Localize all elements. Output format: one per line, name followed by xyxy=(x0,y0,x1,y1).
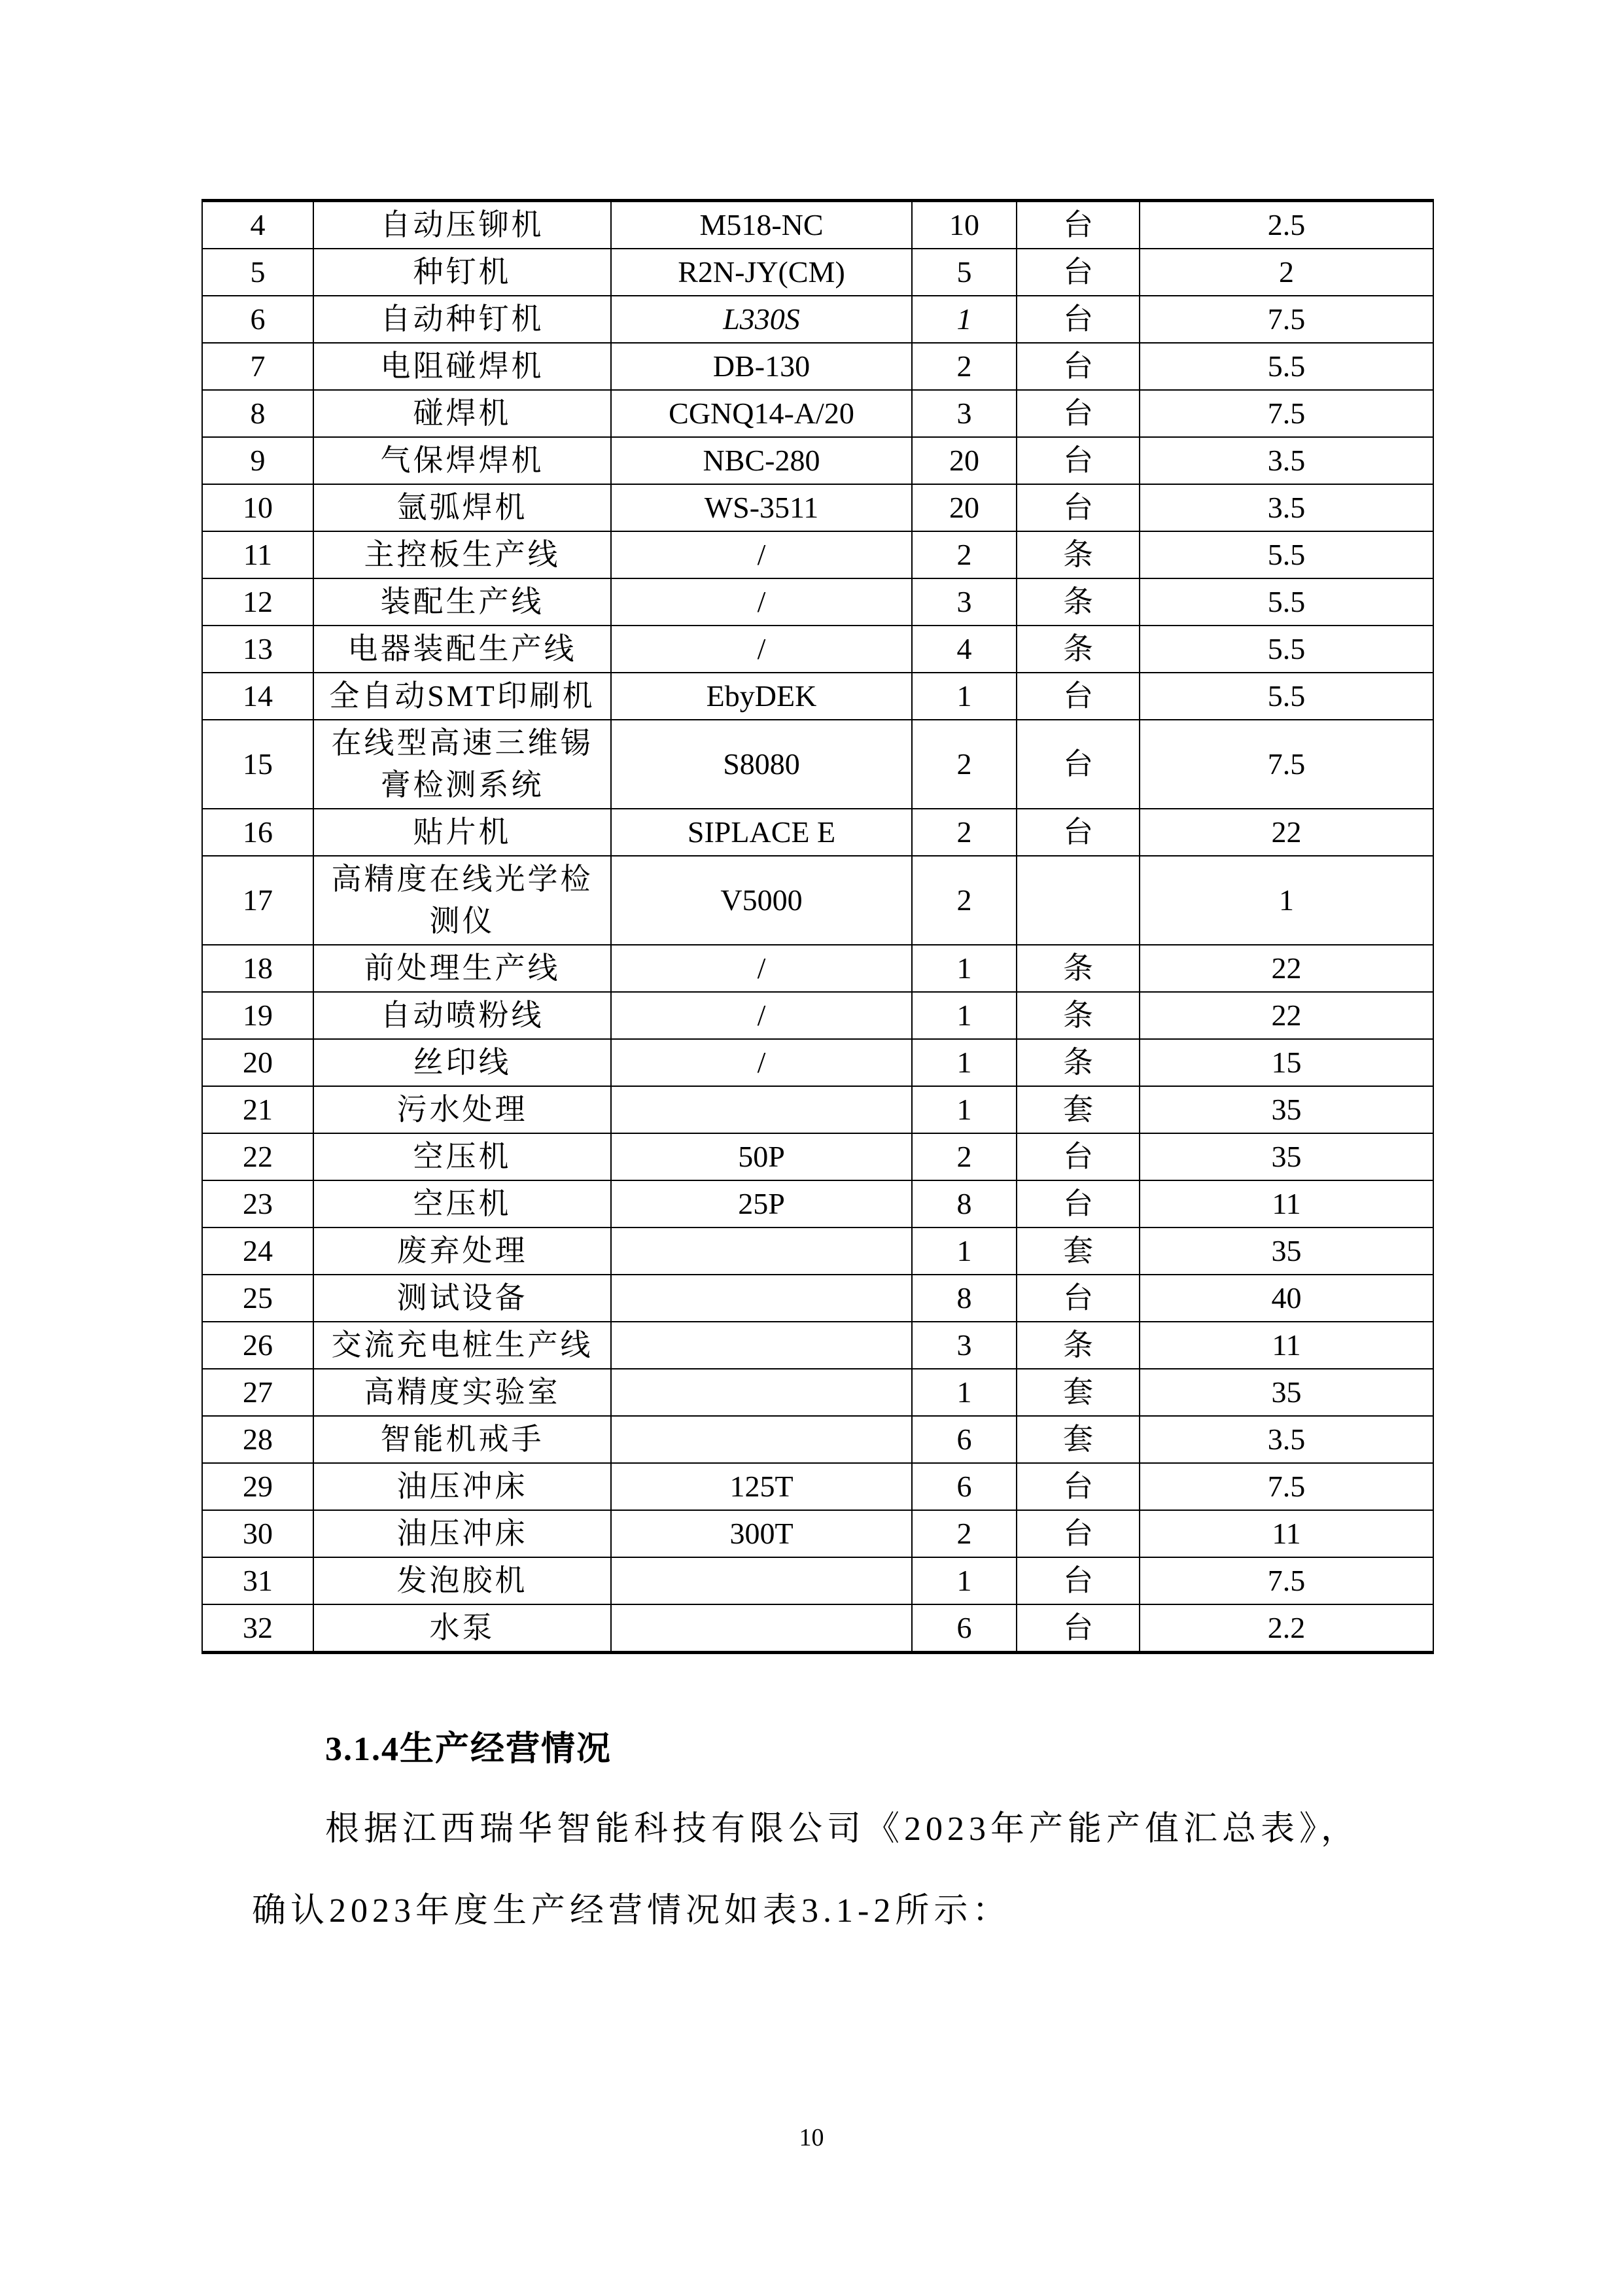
model-cell: DB-130 xyxy=(611,343,912,390)
row-number-cell: 4 xyxy=(202,201,313,249)
paragraph-line-2: 确认2023年度生产经营情况如表3.1-2所示： xyxy=(252,1892,1011,1930)
quantity-cell: 1 xyxy=(912,296,1017,343)
table-row xyxy=(202,296,1433,343)
page-number: 10 xyxy=(799,2124,824,2151)
power-cell: 5.5 xyxy=(1140,578,1433,626)
unit-cell: 台 xyxy=(1017,1180,1140,1227)
power-cell: 22 xyxy=(1140,992,1433,1039)
model-cell: L330S xyxy=(611,296,912,343)
row-number-cell: 14 xyxy=(202,673,313,720)
row-number-cell: 29 xyxy=(202,1463,313,1510)
power-cell: 7.5 xyxy=(1140,720,1433,809)
equipment-name-cell: 水泵 xyxy=(313,1604,611,1653)
unit-cell: 台 xyxy=(1017,201,1140,249)
row-number-cell: 19 xyxy=(202,992,313,1039)
model-cell: EbyDEK xyxy=(611,673,912,720)
model-cell: 50P xyxy=(611,1133,912,1180)
power-cell: 5.5 xyxy=(1140,343,1433,390)
power-cell: 2.2 xyxy=(1140,1604,1433,1653)
row-number-cell: 15 xyxy=(202,720,313,809)
power-cell: 40 xyxy=(1140,1275,1433,1322)
table-row xyxy=(202,437,1433,484)
power-cell: 35 xyxy=(1140,1227,1433,1275)
equipment-name-cell xyxy=(313,720,611,809)
equipment-name-cell: 自动压铆机 xyxy=(313,201,611,249)
table-row xyxy=(202,1275,1433,1322)
unit-cell: 台 xyxy=(1017,673,1140,720)
quantity-cell: 1 xyxy=(912,1086,1017,1133)
equipment-name-cell: 碰焊机 xyxy=(313,390,611,437)
equipment-name-cell: 气保焊焊机 xyxy=(313,437,611,484)
equipment-name-cell: 前处理生产线 xyxy=(313,945,611,992)
table-row xyxy=(202,1086,1433,1133)
table-row xyxy=(202,1463,1433,1510)
power-cell: 35 xyxy=(1140,1133,1433,1180)
model-cell: CGNQ14-A/20 xyxy=(611,390,912,437)
unit-cell: 套 xyxy=(1017,1416,1140,1463)
unit-cell: 台 xyxy=(1017,1275,1140,1322)
equipment-name-cell: 污水处理 xyxy=(313,1086,611,1133)
equipment-name-cell: 装配生产线 xyxy=(313,578,611,626)
equipment-name-cell: 自动种钉机 xyxy=(313,296,611,343)
unit-cell: 套 xyxy=(1017,1227,1140,1275)
power-cell: 2.5 xyxy=(1140,201,1433,249)
unit-cell: 条 xyxy=(1017,626,1140,673)
row-number-cell: 6 xyxy=(202,296,313,343)
model-cell xyxy=(611,1275,912,1322)
table-row xyxy=(202,531,1433,578)
row-number-cell: 27 xyxy=(202,1369,313,1416)
equipment-name-line-2: 测仪 xyxy=(429,904,495,938)
table-row xyxy=(202,945,1433,992)
equipment-name-cell: 高精度实验室 xyxy=(313,1369,611,1416)
row-number-cell: 20 xyxy=(202,1039,313,1086)
table-row xyxy=(202,1227,1433,1275)
table-row xyxy=(202,249,1433,296)
equipment-name-cell: 氩弧焊机 xyxy=(313,484,611,531)
row-number-cell: 24 xyxy=(202,1227,313,1275)
model-cell: / xyxy=(611,531,912,578)
model-cell xyxy=(611,1604,912,1653)
quantity-cell: 1 xyxy=(912,1557,1017,1604)
quantity-cell: 2 xyxy=(912,1510,1017,1557)
unit-cell: 台 xyxy=(1017,720,1140,809)
row-number-cell: 21 xyxy=(202,1086,313,1133)
quantity-cell: 1 xyxy=(912,992,1017,1039)
unit-cell: 台 xyxy=(1017,484,1140,531)
table-row xyxy=(202,809,1433,856)
power-cell: 7.5 xyxy=(1140,1557,1433,1604)
quantity-cell: 1 xyxy=(912,673,1017,720)
unit-cell: 台 xyxy=(1017,1510,1140,1557)
table-row xyxy=(202,1604,1433,1653)
unit-cell: 套 xyxy=(1017,1086,1140,1133)
quantity-cell: 2 xyxy=(912,856,1017,945)
table-row xyxy=(202,856,1433,945)
table-row xyxy=(202,1180,1433,1227)
table-row xyxy=(202,1416,1433,1463)
unit-cell: 台 xyxy=(1017,249,1140,296)
unit-cell: 台 xyxy=(1017,343,1140,390)
unit-cell: 条 xyxy=(1017,945,1140,992)
unit-cell: 台 xyxy=(1017,296,1140,343)
power-cell: 5.5 xyxy=(1140,626,1433,673)
model-cell: / xyxy=(611,578,912,626)
row-number-cell: 32 xyxy=(202,1604,313,1653)
row-number-cell: 26 xyxy=(202,1322,313,1369)
model-cell: / xyxy=(611,992,912,1039)
quantity-cell: 1 xyxy=(912,945,1017,992)
power-cell: 7.5 xyxy=(1140,296,1433,343)
model-cell: SIPLACE E xyxy=(611,809,912,856)
quantity-cell: 1 xyxy=(912,1039,1017,1086)
model-cell xyxy=(611,1557,912,1604)
row-number-cell: 25 xyxy=(202,1275,313,1322)
power-cell: 3.5 xyxy=(1140,484,1433,531)
table-row xyxy=(202,720,1433,809)
equipment-name-cell: 废弃处理 xyxy=(313,1227,611,1275)
quantity-cell: 20 xyxy=(912,484,1017,531)
quantity-cell: 6 xyxy=(912,1416,1017,1463)
row-number-cell: 23 xyxy=(202,1180,313,1227)
quantity-cell: 2 xyxy=(912,343,1017,390)
row-number-cell: 9 xyxy=(202,437,313,484)
section-heading: 3.1.4生产经营情况 xyxy=(325,1731,612,1768)
quantity-cell: 3 xyxy=(912,578,1017,626)
unit-cell: 条 xyxy=(1017,1322,1140,1369)
unit-cell: 套 xyxy=(1017,1369,1140,1416)
power-cell: 7.5 xyxy=(1140,1463,1433,1510)
table-row xyxy=(202,1510,1433,1557)
row-number-cell: 13 xyxy=(202,626,313,673)
equipment-name-cell: 自动喷粉线 xyxy=(313,992,611,1039)
table-row xyxy=(202,201,1433,249)
equipment-name-cell: 空压机 xyxy=(313,1180,611,1227)
equipment-name-cell: 贴片机 xyxy=(313,809,611,856)
quantity-cell: 1 xyxy=(912,1369,1017,1416)
power-cell: 7.5 xyxy=(1140,390,1433,437)
unit-cell: 台 xyxy=(1017,437,1140,484)
unit-cell: 台 xyxy=(1017,1463,1140,1510)
quantity-cell: 6 xyxy=(912,1604,1017,1653)
power-cell: 22 xyxy=(1140,809,1433,856)
unit-cell: 台 xyxy=(1017,1133,1140,1180)
quantity-cell: 2 xyxy=(912,1133,1017,1180)
unit-cell xyxy=(1017,856,1140,945)
equipment-name-cell: 丝印线 xyxy=(313,1039,611,1086)
quantity-cell: 2 xyxy=(912,809,1017,856)
unit-cell: 条 xyxy=(1017,578,1140,626)
model-cell: WS-3511 xyxy=(611,484,912,531)
power-cell: 1 xyxy=(1140,856,1433,945)
model-cell xyxy=(611,1322,912,1369)
model-cell: S8080 xyxy=(611,720,912,809)
model-cell xyxy=(611,1369,912,1416)
equipment-name-cell: 测试设备 xyxy=(313,1275,611,1322)
equipment-name-cell: 油压冲床 xyxy=(313,1510,611,1557)
equipment-name-line-1: 高精度在线光学检 xyxy=(331,862,593,896)
power-cell: 5.5 xyxy=(1140,531,1433,578)
row-number-cell: 31 xyxy=(202,1557,313,1604)
equipment-name-cell: 智能机戒手 xyxy=(313,1416,611,1463)
power-cell: 5.5 xyxy=(1140,673,1433,720)
model-cell: M518-NC xyxy=(611,201,912,249)
power-cell: 3.5 xyxy=(1140,1416,1433,1463)
quantity-cell: 3 xyxy=(912,1322,1017,1369)
table-row xyxy=(202,1369,1433,1416)
equipment-name-line-1: 在线型高速三维锡 xyxy=(331,726,593,760)
model-cell: 300T xyxy=(611,1510,912,1557)
table-row xyxy=(202,1322,1433,1369)
equipment-name-cell: 电阻碰焊机 xyxy=(313,343,611,390)
quantity-cell: 3 xyxy=(912,390,1017,437)
quantity-cell: 20 xyxy=(912,437,1017,484)
quantity-cell: 8 xyxy=(912,1180,1017,1227)
equipment-name-line-2: 膏检测系统 xyxy=(380,768,544,802)
quantity-cell: 1 xyxy=(912,1227,1017,1275)
quantity-cell: 8 xyxy=(912,1275,1017,1322)
table-row xyxy=(202,673,1433,720)
row-number-cell: 18 xyxy=(202,945,313,992)
power-cell: 11 xyxy=(1140,1322,1433,1369)
unit-cell: 条 xyxy=(1017,531,1140,578)
quantity-cell: 4 xyxy=(912,626,1017,673)
equipment-table xyxy=(201,199,1434,1654)
table-row xyxy=(202,992,1433,1039)
row-number-cell: 5 xyxy=(202,249,313,296)
model-cell xyxy=(611,1227,912,1275)
quantity-cell: 10 xyxy=(912,201,1017,249)
row-number-cell: 11 xyxy=(202,531,313,578)
row-number-cell: 28 xyxy=(202,1416,313,1463)
quantity-cell: 6 xyxy=(912,1463,1017,1510)
model-cell xyxy=(611,1086,912,1133)
table-row xyxy=(202,1557,1433,1604)
equipment-name-cell: 全自动SMT印刷机 xyxy=(313,673,611,720)
unit-cell: 台 xyxy=(1017,809,1140,856)
model-cell xyxy=(611,1416,912,1463)
model-cell: 25P xyxy=(611,1180,912,1227)
paragraph-line-1: 根据江西瑞华智能科技有限公司《2023年产能产值汇总表》， xyxy=(325,1810,1360,1848)
row-number-cell: 10 xyxy=(202,484,313,531)
unit-cell: 台 xyxy=(1017,1557,1140,1604)
model-cell: 125T xyxy=(611,1463,912,1510)
row-number-cell: 30 xyxy=(202,1510,313,1557)
power-cell: 35 xyxy=(1140,1369,1433,1416)
power-cell: 3.5 xyxy=(1140,437,1433,484)
row-number-cell: 12 xyxy=(202,578,313,626)
table-row xyxy=(202,626,1433,673)
power-cell: 22 xyxy=(1140,945,1433,992)
power-cell: 35 xyxy=(1140,1086,1433,1133)
unit-cell: 条 xyxy=(1017,1039,1140,1086)
model-cell: NBC-280 xyxy=(611,437,912,484)
model-cell: V5000 xyxy=(611,856,912,945)
equipment-name-cell: 发泡胶机 xyxy=(313,1557,611,1604)
row-number-cell: 22 xyxy=(202,1133,313,1180)
power-cell: 2 xyxy=(1140,249,1433,296)
unit-cell: 条 xyxy=(1017,992,1140,1039)
unit-cell: 台 xyxy=(1017,1604,1140,1653)
unit-cell: 台 xyxy=(1017,390,1140,437)
table-row xyxy=(202,1039,1433,1086)
table-row xyxy=(202,343,1433,390)
equipment-name-cell: 电器装配生产线 xyxy=(313,626,611,673)
row-number-cell: 8 xyxy=(202,390,313,437)
model-cell: / xyxy=(611,1039,912,1086)
equipment-name-cell: 主控板生产线 xyxy=(313,531,611,578)
model-cell: R2N-JY(CM) xyxy=(611,249,912,296)
table-row xyxy=(202,484,1433,531)
table-row xyxy=(202,390,1433,437)
equipment-name-cell xyxy=(313,856,611,945)
row-number-cell: 16 xyxy=(202,809,313,856)
quantity-cell: 2 xyxy=(912,531,1017,578)
power-cell: 11 xyxy=(1140,1510,1433,1557)
equipment-table-body xyxy=(202,201,1433,1653)
equipment-name-cell: 空压机 xyxy=(313,1133,611,1180)
quantity-cell: 2 xyxy=(912,720,1017,809)
table-row xyxy=(202,1133,1433,1180)
power-cell: 11 xyxy=(1140,1180,1433,1227)
row-number-cell: 7 xyxy=(202,343,313,390)
row-number-cell: 17 xyxy=(202,856,313,945)
equipment-name-cell: 油压冲床 xyxy=(313,1463,611,1510)
model-cell: / xyxy=(611,945,912,992)
equipment-name-cell: 种钉机 xyxy=(313,249,611,296)
table-row xyxy=(202,578,1433,626)
equipment-name-cell: 交流充电桩生产线 xyxy=(313,1322,611,1369)
quantity-cell: 5 xyxy=(912,249,1017,296)
power-cell: 15 xyxy=(1140,1039,1433,1086)
model-cell: / xyxy=(611,626,912,673)
